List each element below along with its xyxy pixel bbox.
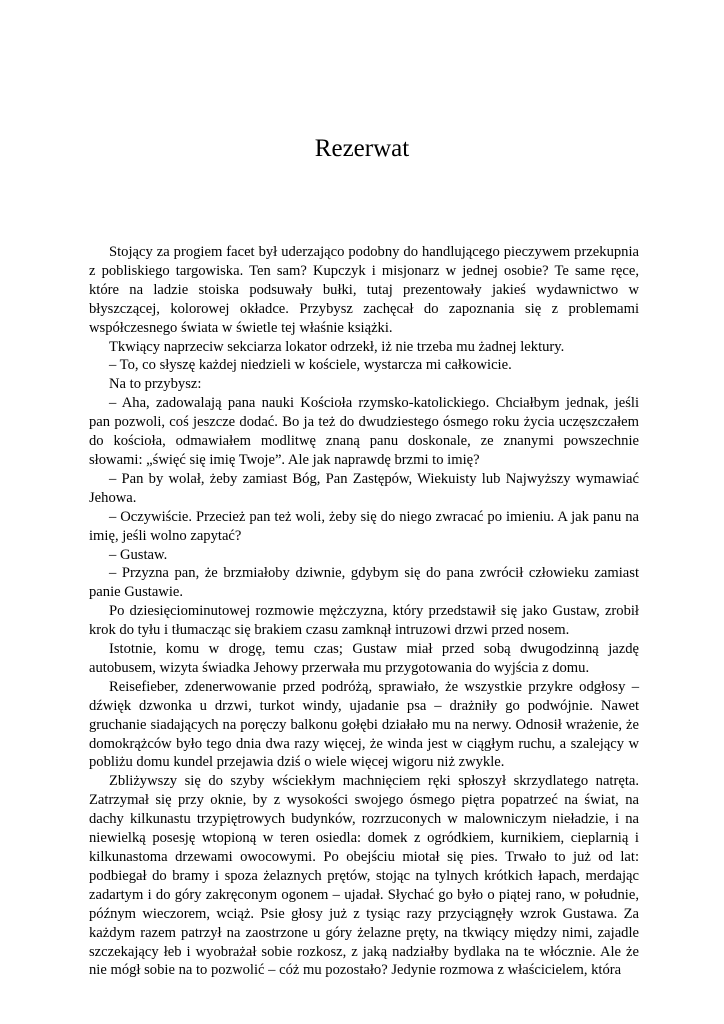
paragraph: – To, co słyszę każdej niedzieli w kościele, wystarcza mi całkowicie. — [109, 357, 512, 374]
paragraph: Stojący za progiem facet był uderzająco podobny do handlującego pieczywem przekupnia z pobliskiego targowiska. Ten sam? Kupczyk i misjonarz w jednej osobie? Te same ręce, które na ladzie stoiska podsuwały bułki, tutaj prezentowały jakieś wydawnictwo w błyszczącej, kolorowej okładce. Przybysz zachęcał do zapoznania się z problemami współczesnego świata w świetle tej właśnie książki. — [89, 244, 639, 336]
paragraph: – Pan by wolał, żeby zamiast Bóg, Pan Zastępów, Wiekuisty lub Najwyższy wymawiać Jehowa. — [89, 470, 639, 506]
paragraph: – Aha, zadowalają pana nauki Kościoła rzymsko-katolickiego. Chciałbym jednak, jeśli pan pozwoli, coś jeszcze dodać. Bo ja też do dwudziestego ósmego roku życia uczęszczałem do kościoła, odmawiałem modlitwę znaną panu doskonale, ze znanymi powszechnie słowami: „święć się imię Twoje”. Ale jak naprawdę brzmi to imię? — [89, 395, 639, 468]
paragraph: Reisefieber, zdenerwowanie przed podróżą, sprawiało, że wszystkie przykre odgłosy – dźwięk dzwonka u drzwi, turkot windy, ujadanie psa – drażniły go podwójnie. Nawet gruchanie siadających na poręczy balkonu gołębi działało mu na nerwy. Odnosił wrażenie, że domokrążców było tego dnia dwa razy więcej, że winda jest w ciągłym ruchu, a szalejący w pobliżu domu kundel przejawia dziś o wiele więcej wigoru niż zwykle. — [89, 678, 639, 771]
paragraph: Istotnie, komu w drogę, temu czas; Gustaw miał przed sobą dwugodzinną jazdę autobusem, wizyta świadka Jehowy przerwała mu przygotowania do wyjścia z domu. — [89, 641, 639, 676]
paragraph: Tkwiący naprzeciw sekciarza lokator odrzekł, iż nie trzeba mu żadnej lektury. — [109, 338, 565, 355]
paragraph: – Oczywiście. Przecież pan też woli, żeby się do niego zwracać po imieniu. A jak panu na imię, jeśli wolno zapytać? — [89, 508, 639, 544]
body-text — [89, 243, 639, 980]
paragraph: Zbliżywszy się do szyby wściekłym machnięciem ręki spłoszył skrzydlatego natręta. Zatrzymał się przy oknie, by z wysokości swojego ósmego piętra popatrzeć na świat, na dachy kilkunastu trzypiętrowych budynków, rozrzuconych w malowniczym nieładzie, i na niewielką posesję wtopioną w teren osiedla: domek z ogródkiem, kurnikiem, cieplarnią i kilkunastoma drzewami owocowymi. Po obejściu miotał się pies. Trwało to już od lat: podbiegał do bramy i spoza żelaznych prętów, stojąc na tylnych krótkich łapach, merdając zadartym i do góry zakręconym ogonem – ujadał. Słychać go było o piątej rano, w południe, późnym wieczorem, wciąż. Psie głosy już z tysiąc razy przyciągnęły wzrok Gustawa. Za każdym razem patrzył na zaostrzone u góry żelazne pręty, na tkwiący między nimi, zajadle szczekający łeb i wyobrażał sobie rozkosz, z jaką nadziałby bydlaka na te włócznie. Ale że nie mógł sobie na to pozwolić – cóż mu pozostało? Jedynie rozmowa z właścicielem, która — [89, 773, 639, 979]
paragraph: Po dziesięciominutowej rozmowie mężczyzna, który przedstawił się jako Gustaw, zrobił krok do tyłu i tłumacząc się brakiem czasu zamknął intruzowi drzwi przed nosem. — [89, 603, 639, 639]
chapter-title: Rezerwat — [314, 135, 410, 162]
paragraph: Na to przybysz: — [109, 376, 202, 393]
paragraph: – Gustaw. — [109, 546, 168, 563]
paragraph: – Przyzna pan, że brzmiałoby dziwnie, gdybym się do pana zwrócił człowieku zamiast panie Gustawie. — [89, 565, 639, 601]
